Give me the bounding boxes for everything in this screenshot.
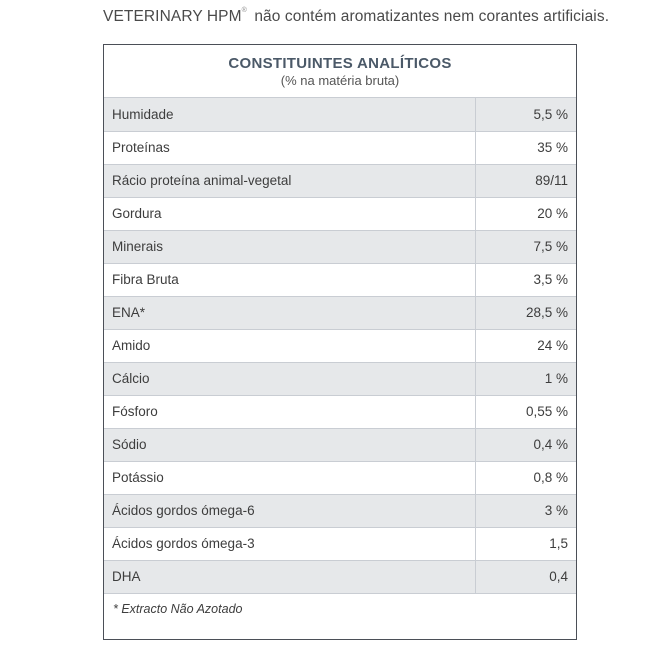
row-label: Cálcio bbox=[104, 362, 475, 395]
table-footnote: * Extracto Não Azotado bbox=[113, 601, 243, 616]
table-row bbox=[104, 296, 576, 329]
row-value: 28,5 % bbox=[475, 296, 576, 329]
row-value: 3,5 % bbox=[475, 263, 576, 296]
row-value: 35 % bbox=[475, 131, 576, 164]
row-label: Minerais bbox=[104, 230, 475, 263]
brand-name: VETERINARY HPM bbox=[103, 8, 242, 25]
row-label: Humidade bbox=[104, 98, 475, 131]
table-row bbox=[104, 197, 576, 230]
row-label: Fósforo bbox=[104, 395, 475, 428]
table-header bbox=[104, 45, 576, 98]
row-label: Rácio proteína animal-vegetal bbox=[104, 164, 475, 197]
row-label: DHA bbox=[104, 560, 475, 593]
table-title: CONSTITUINTES ANALÍTICOS bbox=[228, 55, 452, 72]
table-row bbox=[104, 461, 576, 494]
row-value: 20 % bbox=[475, 197, 576, 230]
row-value: 3 % bbox=[475, 494, 576, 527]
table-subtitle: (% na matéria bruta) bbox=[280, 73, 400, 88]
row-value: 5,5 % bbox=[475, 98, 576, 131]
row-value: 24 % bbox=[475, 329, 576, 362]
row-value: 7,5 % bbox=[475, 230, 576, 263]
intro-sentence: não contém aromatizantes nem corantes artificiais. bbox=[254, 8, 610, 25]
table-row bbox=[104, 527, 576, 560]
row-label: Proteínas bbox=[104, 131, 475, 164]
table-row bbox=[104, 230, 576, 263]
row-value: 0,55 % bbox=[475, 395, 576, 428]
row-value: 0,4 % bbox=[475, 428, 576, 461]
row-value: 89/11 bbox=[475, 164, 576, 197]
constituents-grid bbox=[104, 98, 576, 594]
analytical-constituents-table bbox=[103, 44, 577, 640]
row-value: 0,4 bbox=[475, 560, 576, 593]
row-label: Ácidos gordos ómega-6 bbox=[104, 494, 475, 527]
row-label: Ácidos gordos ómega-3 bbox=[104, 527, 475, 560]
table-row bbox=[104, 329, 576, 362]
row-label: Sódio bbox=[104, 428, 475, 461]
row-label: Amido bbox=[104, 329, 475, 362]
table-row bbox=[104, 164, 576, 197]
intro-text bbox=[103, 7, 609, 26]
table-row bbox=[104, 98, 576, 131]
row-value: 0,8 % bbox=[475, 461, 576, 494]
table-row bbox=[104, 131, 576, 164]
row-label: Gordura bbox=[104, 197, 475, 230]
row-value: 1,5 bbox=[475, 527, 576, 560]
table-row bbox=[104, 560, 576, 593]
table-row bbox=[104, 362, 576, 395]
row-value: 1 % bbox=[475, 362, 576, 395]
table-row bbox=[104, 263, 576, 296]
table-row bbox=[104, 494, 576, 527]
registered-mark: ® bbox=[241, 7, 247, 14]
row-label: Fibra Bruta bbox=[104, 263, 475, 296]
row-label: ENA* bbox=[104, 296, 475, 329]
row-label: Potássio bbox=[104, 461, 475, 494]
table-row bbox=[104, 428, 576, 461]
table-row bbox=[104, 395, 576, 428]
